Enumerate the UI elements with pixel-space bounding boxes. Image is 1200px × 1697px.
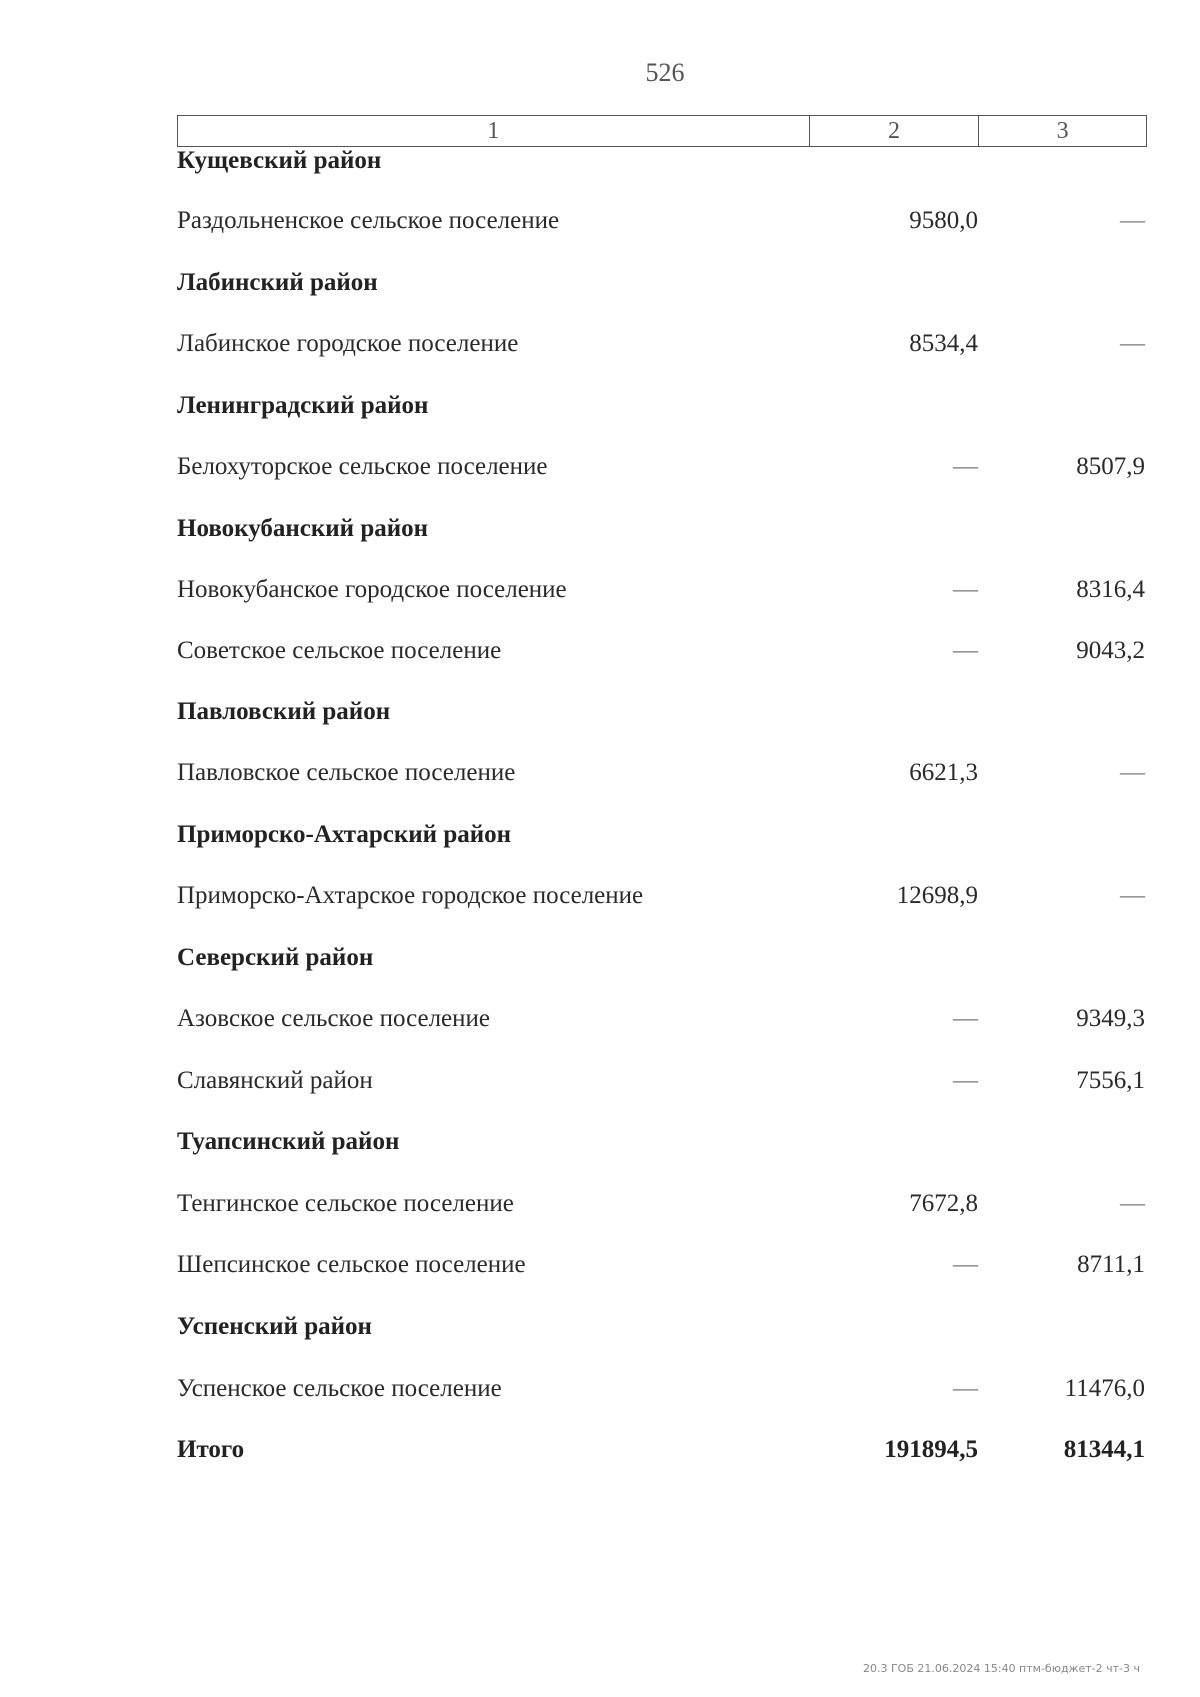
row-name: Итого — [177, 1436, 245, 1463]
total-row — [0, 1436, 1200, 1476]
row-value-col2: — — [953, 576, 978, 603]
table-row — [0, 1375, 1200, 1415]
district-row — [0, 821, 1200, 861]
row-value-col3: — — [1120, 207, 1145, 234]
table-row — [0, 1251, 1200, 1291]
row-value-col3: 8316,4 — [1076, 576, 1145, 603]
row-value-col3: 81344,1 — [1063, 1436, 1145, 1463]
row-name: Павловский район — [177, 698, 391, 725]
row-name: Славянский район — [177, 1067, 373, 1094]
table-row — [0, 637, 1200, 677]
row-value-col3: 9043,2 — [1076, 637, 1145, 664]
district-row — [0, 392, 1200, 432]
footer-stamp: 20.3 ГОБ 21.06.2024 15:40 птм-бюджет-2 чт-3 ч — [862, 1662, 1140, 1675]
row-name: Ленинградский район — [177, 392, 429, 419]
row-value-col2: 9580,0 — [909, 207, 978, 234]
row-value-col2: 6621,3 — [909, 759, 978, 786]
table-row — [0, 207, 1200, 247]
row-value-col2: 7672,8 — [909, 1190, 978, 1217]
table-row — [0, 1005, 1200, 1045]
header-col-3: 3 — [1056, 117, 1069, 144]
table-row — [0, 576, 1200, 616]
row-name: Шепсинское сельское поселение — [177, 1251, 526, 1278]
row-name: Успенское сельское поселение — [177, 1375, 502, 1402]
table-row — [0, 453, 1200, 493]
row-name: Лабинский район — [177, 269, 378, 296]
row-value-col3: 9349,3 — [1076, 1005, 1145, 1032]
table-row — [0, 330, 1200, 370]
row-value-col3: — — [1120, 330, 1145, 357]
row-name: Павловское сельское поселение — [177, 759, 516, 786]
row-name: Белохуторское сельское поселение — [177, 453, 548, 480]
row-name: Приморско-Ахтарский район — [177, 821, 512, 848]
table-header — [177, 115, 1147, 147]
row-value-col3: — — [1120, 1190, 1145, 1217]
row-value-col2: — — [953, 453, 978, 480]
table-row — [0, 1190, 1200, 1230]
row-name: Новокубанское городское поселение — [177, 576, 567, 603]
row-name: Северский район — [177, 944, 374, 971]
row-value-col2: 8534,4 — [909, 330, 978, 357]
district-row — [0, 1313, 1200, 1353]
table-row — [0, 882, 1200, 922]
row-name: Азовское сельское поселение — [177, 1005, 490, 1032]
row-name: Лабинское городское поселение — [177, 330, 519, 357]
row-value-col3: 11476,0 — [1064, 1375, 1145, 1402]
row-name: Раздольненское сельское поселение — [177, 207, 560, 234]
row-name: Тенгинское сельское поселение — [177, 1190, 514, 1217]
district-row — [0, 1128, 1200, 1168]
row-name: Туапсинский район — [177, 1128, 400, 1155]
page-number: 526 — [645, 58, 685, 87]
row-value-col2: 191894,5 — [884, 1436, 978, 1463]
row-name: Успенский район — [177, 1313, 372, 1340]
district-row — [0, 944, 1200, 984]
row-value-col2: — — [953, 1375, 978, 1402]
district-row — [0, 269, 1200, 309]
row-name: Новокубанский район — [177, 515, 429, 542]
row-value-col2: — — [953, 637, 978, 664]
district-row — [0, 515, 1200, 555]
row-value-col2: — — [953, 1005, 978, 1032]
row-value-col3: 8507,9 — [1076, 453, 1145, 480]
district-row — [0, 698, 1200, 738]
row-value-col3: 7556,1 — [1076, 1067, 1145, 1094]
row-value-col2: — — [953, 1067, 978, 1094]
row-value-col2: 12698,9 — [896, 882, 978, 909]
row-name: Советское сельское поселение — [177, 637, 502, 664]
district-row — [0, 147, 1200, 187]
table-row — [0, 759, 1200, 799]
row-name: Кущевский район — [177, 147, 382, 174]
row-value-col3: — — [1120, 759, 1145, 786]
row-value-col2: — — [953, 1251, 978, 1278]
header-col-2: 2 — [810, 116, 980, 146]
header-col-1: 1 — [178, 116, 810, 146]
row-value-col3: — — [1120, 882, 1145, 909]
row-name: Приморско-Ахтарское городское поселение — [177, 882, 644, 909]
table-row — [0, 1067, 1200, 1107]
row-value-col3: 8711,1 — [1077, 1251, 1145, 1278]
